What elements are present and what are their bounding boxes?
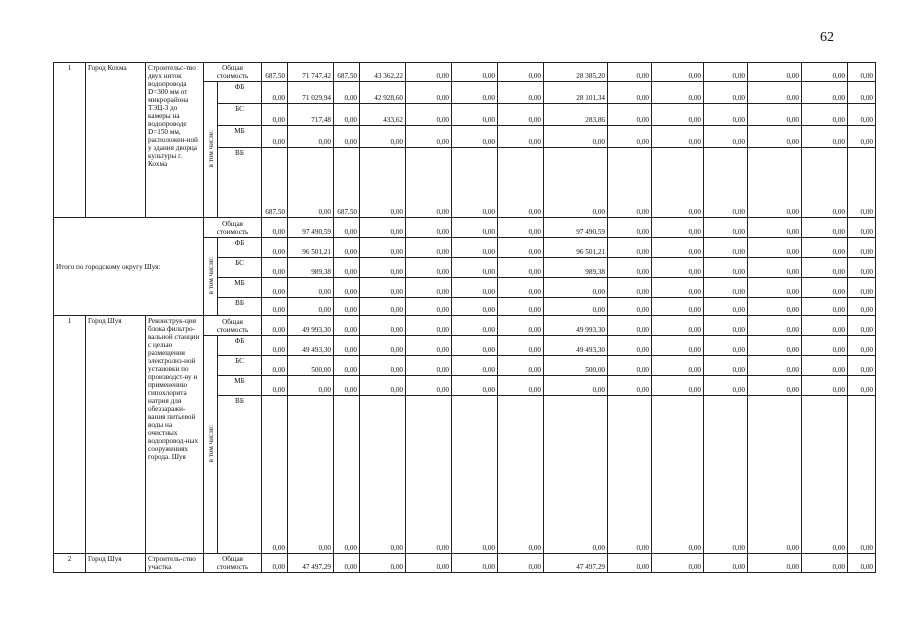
value-cell: 0,00 xyxy=(802,316,848,336)
value-cell: 0,00 xyxy=(748,238,802,258)
value-cell: 0,00 xyxy=(406,376,452,396)
value-cell: 0,00 xyxy=(704,396,748,554)
value-cell: 0,00 xyxy=(406,63,452,82)
value-cell: 0,00 xyxy=(652,238,704,258)
value-cell: 0,00 xyxy=(704,104,748,126)
value-cell: 0,00 xyxy=(498,396,544,554)
including-text: в том числе: xyxy=(206,256,215,295)
value-cell: 0,00 xyxy=(288,376,334,396)
value-cell: 0,00 xyxy=(848,82,876,104)
value-cell: 0,00 xyxy=(848,336,876,356)
value-cell: 0,00 xyxy=(334,82,360,104)
value-cell: 47 497,29 xyxy=(544,554,608,573)
value-cell: 0,00 xyxy=(262,278,288,298)
value-cell: 0,00 xyxy=(608,126,652,148)
value-cell: 0,00 xyxy=(498,218,544,238)
page-number: 62 xyxy=(820,30,834,45)
value-cell: 0,00 xyxy=(704,126,748,148)
value-cell: 0,00 xyxy=(406,356,452,376)
value-cell: 0,00 xyxy=(652,218,704,238)
value-cell: 0,00 xyxy=(608,316,652,336)
row-number: 1 xyxy=(54,63,86,218)
value-cell: 0,00 xyxy=(360,278,406,298)
value-cell: 0,00 xyxy=(802,218,848,238)
value-cell: 43 362,22 xyxy=(360,63,406,82)
value-cell: 0,00 xyxy=(544,126,608,148)
value-cell: 0,00 xyxy=(608,336,652,356)
value-cell: 0,00 xyxy=(406,278,452,298)
value-cell: 989,38 xyxy=(544,258,608,278)
value-cell: 0,00 xyxy=(652,82,704,104)
value-cell: 0,00 xyxy=(608,554,652,573)
object-description: Строительс-тво двух ниток водопровода D=300 мм от микрорайона ТЭЦ-3 до камеры на водопроводе D=150 мм, расположен-ной у здания дворца культуры г. Кохма xyxy=(146,63,204,218)
value-cell: 0,00 xyxy=(498,298,544,316)
value-cell: 97 490,59 xyxy=(544,218,608,238)
value-cell: 0,00 xyxy=(748,218,802,238)
municipality: Город Кохма xyxy=(86,63,146,218)
value-cell: 0,00 xyxy=(406,554,452,573)
value-cell: 0,00 xyxy=(704,298,748,316)
value-cell: 71 747,42 xyxy=(288,63,334,82)
value-cell: 0,00 xyxy=(288,278,334,298)
value-cell: 0,00 xyxy=(360,218,406,238)
value-cell: 0,00 xyxy=(802,126,848,148)
value-cell: 0,00 xyxy=(802,148,848,218)
value-cell: 71 029,94 xyxy=(288,82,334,104)
value-cell: 0,00 xyxy=(802,238,848,258)
value-cell: 0,00 xyxy=(452,126,498,148)
value-cell: 0,00 xyxy=(498,104,544,126)
value-cell: 0,00 xyxy=(544,298,608,316)
value-cell: 0,00 xyxy=(452,82,498,104)
value-cell: 0,00 xyxy=(608,63,652,82)
value-cell: 0,00 xyxy=(652,356,704,376)
row-number: 1 xyxy=(54,316,86,554)
value-cell: 0,00 xyxy=(802,376,848,396)
value-cell: 0,00 xyxy=(704,356,748,376)
value-cell: 0,00 xyxy=(262,82,288,104)
value-cell: 0,00 xyxy=(452,238,498,258)
value-cell: 0,00 xyxy=(360,316,406,336)
total-cost-label: Общая стоимость xyxy=(204,554,262,573)
funding-source: МБ xyxy=(218,278,262,298)
funding-source: ВБ xyxy=(218,148,262,218)
value-cell: 0,00 xyxy=(406,148,452,218)
value-cell: 0,00 xyxy=(848,298,876,316)
value-cell: 0,00 xyxy=(608,104,652,126)
value-cell: 28 101,34 xyxy=(544,82,608,104)
value-cell: 0,00 xyxy=(704,238,748,258)
value-cell: 0,00 xyxy=(704,316,748,336)
value-cell: 0,00 xyxy=(544,376,608,396)
value-cell: 0,00 xyxy=(848,376,876,396)
value-cell: 0,00 xyxy=(498,148,544,218)
value-cell: 0,00 xyxy=(288,126,334,148)
value-cell: 500,00 xyxy=(544,356,608,376)
value-cell: 0,00 xyxy=(360,396,406,554)
value-cell: 0,00 xyxy=(452,356,498,376)
including-label xyxy=(204,238,218,316)
value-cell: 687,50 xyxy=(262,63,288,82)
funding-source: ФБ xyxy=(218,336,262,356)
value-cell: 0,00 xyxy=(704,336,748,356)
value-cell: 0,00 xyxy=(360,148,406,218)
funding-source: БС xyxy=(218,258,262,278)
value-cell: 0,00 xyxy=(334,218,360,238)
value-cell: 0,00 xyxy=(262,376,288,396)
value-cell: 0,00 xyxy=(608,82,652,104)
value-cell: 0,00 xyxy=(360,554,406,573)
value-cell: 0,00 xyxy=(748,336,802,356)
value-cell: 0,00 xyxy=(652,148,704,218)
value-cell: 0,00 xyxy=(608,238,652,258)
value-cell: 0,00 xyxy=(288,148,334,218)
value-cell: 0,00 xyxy=(498,336,544,356)
value-cell: 0,00 xyxy=(848,278,876,298)
budget-table xyxy=(53,62,876,573)
value-cell: 687,50 xyxy=(262,148,288,218)
including-label xyxy=(204,336,218,554)
including-text: в том числе: xyxy=(206,129,215,168)
value-cell: 0,00 xyxy=(802,336,848,356)
value-cell: 0,00 xyxy=(452,554,498,573)
funding-source: ВБ xyxy=(218,298,262,316)
value-cell: 0,00 xyxy=(406,298,452,316)
value-cell: 0,00 xyxy=(608,298,652,316)
value-cell: 687,50 xyxy=(334,148,360,218)
value-cell: 0,00 xyxy=(802,356,848,376)
value-cell: 0,00 xyxy=(334,258,360,278)
value-cell: 0,00 xyxy=(652,316,704,336)
total-cost-label: Общая стоимость xyxy=(204,316,262,336)
value-cell: 0,00 xyxy=(262,356,288,376)
value-cell: 0,00 xyxy=(452,396,498,554)
value-cell: 0,00 xyxy=(544,148,608,218)
row-number: 2 xyxy=(54,554,86,573)
value-cell: 0,00 xyxy=(748,396,802,554)
value-cell: 0,00 xyxy=(704,278,748,298)
value-cell: 0,00 xyxy=(748,376,802,396)
value-cell: 0,00 xyxy=(262,554,288,573)
value-cell: 0,00 xyxy=(452,218,498,238)
total-cost-label: Общая стоимость xyxy=(204,218,262,238)
value-cell: 0,00 xyxy=(748,82,802,104)
value-cell: 0,00 xyxy=(452,104,498,126)
value-cell: 0,00 xyxy=(452,148,498,218)
value-cell: 0,00 xyxy=(652,376,704,396)
value-cell: 0,00 xyxy=(704,554,748,573)
value-cell: 0,00 xyxy=(802,258,848,278)
value-cell: 0,00 xyxy=(802,82,848,104)
value-cell: 0,00 xyxy=(848,396,876,554)
value-cell: 0,00 xyxy=(608,148,652,218)
value-cell: 0,00 xyxy=(288,298,334,316)
table-row xyxy=(54,554,876,573)
value-cell: 687,50 xyxy=(334,63,360,82)
value-cell: 0,00 xyxy=(262,218,288,238)
value-cell: 0,00 xyxy=(748,258,802,278)
value-cell: 0,00 xyxy=(608,396,652,554)
value-cell: 0,00 xyxy=(334,104,360,126)
value-cell: 0,00 xyxy=(452,258,498,278)
total-cost-label: Общая стоимость xyxy=(204,63,262,82)
funding-source: МБ xyxy=(218,126,262,148)
object-description: Реконструк-ция блока фильтро-вальной станции с целью размещения электролиз-ной установки по производст-ву и применению гипохлорита натрия для обеззаражи-вания питьевой воды на очистных водопровод-ных сооружениях города. Шуя xyxy=(146,316,204,554)
value-cell: 0,00 xyxy=(848,356,876,376)
value-cell: 96 501,21 xyxy=(288,238,334,258)
value-cell: 0,00 xyxy=(360,258,406,278)
value-cell: 0,00 xyxy=(652,336,704,356)
value-cell: 0,00 xyxy=(544,278,608,298)
value-cell: 0,00 xyxy=(334,278,360,298)
value-cell: 0,00 xyxy=(608,258,652,278)
value-cell: 0,00 xyxy=(652,298,704,316)
value-cell: 0,00 xyxy=(498,63,544,82)
value-cell: 0,00 xyxy=(498,126,544,148)
value-cell: 0,00 xyxy=(498,82,544,104)
value-cell: 97 490,59 xyxy=(288,218,334,238)
value-cell: 0,00 xyxy=(704,82,748,104)
value-cell: 0,00 xyxy=(406,238,452,258)
value-cell: 47 497,29 xyxy=(288,554,334,573)
value-cell: 0,00 xyxy=(288,396,334,554)
value-cell: 0,00 xyxy=(262,336,288,356)
funding-source: ФБ xyxy=(218,238,262,258)
value-cell: 0,00 xyxy=(406,218,452,238)
value-cell: 0,00 xyxy=(262,396,288,554)
value-cell: 0,00 xyxy=(406,126,452,148)
value-cell: 0,00 xyxy=(360,238,406,258)
value-cell: 0,00 xyxy=(262,126,288,148)
value-cell: 49 993,30 xyxy=(288,316,334,336)
object-description: Строитель-ство участка xyxy=(146,554,204,573)
value-cell: 0,00 xyxy=(334,126,360,148)
value-cell: 0,00 xyxy=(360,356,406,376)
value-cell: 0,00 xyxy=(452,63,498,82)
table-row xyxy=(54,63,876,82)
value-cell: 0,00 xyxy=(334,376,360,396)
value-cell: 49 493,30 xyxy=(544,336,608,356)
value-cell: 0,00 xyxy=(262,298,288,316)
value-cell: 0,00 xyxy=(498,316,544,336)
value-cell: 0,00 xyxy=(360,336,406,356)
funding-source: ВБ xyxy=(218,396,262,554)
value-cell: 0,00 xyxy=(802,554,848,573)
value-cell: 0,00 xyxy=(498,554,544,573)
value-cell: 0,00 xyxy=(652,554,704,573)
value-cell: 0,00 xyxy=(704,63,748,82)
value-cell: 0,00 xyxy=(748,278,802,298)
value-cell: 0,00 xyxy=(498,238,544,258)
including-text: в том числе: xyxy=(206,424,215,463)
value-cell: 0,00 xyxy=(704,148,748,218)
value-cell: 0,00 xyxy=(652,396,704,554)
value-cell: 0,00 xyxy=(848,148,876,218)
value-cell: 0,00 xyxy=(848,104,876,126)
value-cell: 0,00 xyxy=(608,278,652,298)
funding-source: БС xyxy=(218,104,262,126)
value-cell: 0,00 xyxy=(748,104,802,126)
including-label xyxy=(204,82,218,218)
value-cell: 0,00 xyxy=(748,554,802,573)
funding-source: МБ xyxy=(218,376,262,396)
value-cell: 0,00 xyxy=(334,238,360,258)
value-cell: 0,00 xyxy=(262,316,288,336)
value-cell: 0,00 xyxy=(848,126,876,148)
value-cell: 0,00 xyxy=(848,63,876,82)
value-cell: 0,00 xyxy=(848,554,876,573)
value-cell: 0,00 xyxy=(704,258,748,278)
value-cell: 0,00 xyxy=(406,258,452,278)
value-cell: 0,00 xyxy=(498,258,544,278)
value-cell: 0,00 xyxy=(406,336,452,356)
value-cell: 0,00 xyxy=(652,258,704,278)
value-cell: 0,00 xyxy=(652,278,704,298)
value-cell: 0,00 xyxy=(334,316,360,336)
value-cell: 0,00 xyxy=(406,104,452,126)
value-cell: 0,00 xyxy=(802,278,848,298)
value-cell: 0,00 xyxy=(748,148,802,218)
value-cell: 0,00 xyxy=(262,258,288,278)
funding-source: ФБ xyxy=(218,82,262,104)
value-cell: 0,00 xyxy=(262,238,288,258)
value-cell: 0,00 xyxy=(652,63,704,82)
value-cell: 0,00 xyxy=(360,298,406,316)
value-cell: 28 385,20 xyxy=(544,63,608,82)
value-cell: 0,00 xyxy=(748,63,802,82)
value-cell: 0,00 xyxy=(360,376,406,396)
value-cell: 0,00 xyxy=(802,298,848,316)
value-cell: 0,00 xyxy=(848,316,876,336)
value-cell: 0,00 xyxy=(452,278,498,298)
value-cell: 0,00 xyxy=(748,126,802,148)
value-cell: 0,00 xyxy=(652,126,704,148)
value-cell: 0,00 xyxy=(262,104,288,126)
value-cell: 0,00 xyxy=(498,356,544,376)
value-cell: 0,00 xyxy=(334,356,360,376)
value-cell: 717,48 xyxy=(288,104,334,126)
value-cell: 433,62 xyxy=(360,104,406,126)
value-cell: 0,00 xyxy=(406,316,452,336)
value-cell: 0,00 xyxy=(802,104,848,126)
value-cell: 0,00 xyxy=(802,396,848,554)
value-cell: 0,00 xyxy=(498,278,544,298)
value-cell: 0,00 xyxy=(848,238,876,258)
value-cell: 0,00 xyxy=(704,218,748,238)
value-cell: 0,00 xyxy=(498,376,544,396)
value-cell: 0,00 xyxy=(334,554,360,573)
value-cell: 0,00 xyxy=(848,258,876,278)
value-cell: 0,00 xyxy=(334,396,360,554)
value-cell: 0,00 xyxy=(748,298,802,316)
value-cell: 0,00 xyxy=(452,376,498,396)
value-cell: 0,00 xyxy=(848,218,876,238)
total-label: Итого по городскому округу Шуя: xyxy=(54,218,204,316)
value-cell: 283,86 xyxy=(544,104,608,126)
value-cell: 0,00 xyxy=(802,63,848,82)
municipality: Город Шуя xyxy=(86,554,146,573)
value-cell: 49 493,30 xyxy=(288,336,334,356)
value-cell: 0,00 xyxy=(748,356,802,376)
value-cell: 0,00 xyxy=(406,396,452,554)
funding-source: БС xyxy=(218,356,262,376)
value-cell: 0,00 xyxy=(608,356,652,376)
value-cell: 0,00 xyxy=(544,396,608,554)
value-cell: 500,00 xyxy=(288,356,334,376)
value-cell: 989,38 xyxy=(288,258,334,278)
value-cell: 0,00 xyxy=(748,316,802,336)
value-cell: 0,00 xyxy=(360,126,406,148)
value-cell: 0,00 xyxy=(406,82,452,104)
value-cell: 0,00 xyxy=(452,298,498,316)
value-cell: 0,00 xyxy=(652,104,704,126)
value-cell: 0,00 xyxy=(452,316,498,336)
value-cell: 49 993,30 xyxy=(544,316,608,336)
value-cell: 0,00 xyxy=(704,376,748,396)
value-cell: 96 501,21 xyxy=(544,238,608,258)
value-cell: 0,00 xyxy=(608,376,652,396)
table-row xyxy=(54,218,876,238)
value-cell: 0,00 xyxy=(334,298,360,316)
value-cell: 42 928,60 xyxy=(360,82,406,104)
municipality: Город Шуя xyxy=(86,316,146,554)
value-cell: 0,00 xyxy=(334,336,360,356)
value-cell: 0,00 xyxy=(608,218,652,238)
table-row xyxy=(54,316,876,336)
value-cell: 0,00 xyxy=(452,336,498,356)
